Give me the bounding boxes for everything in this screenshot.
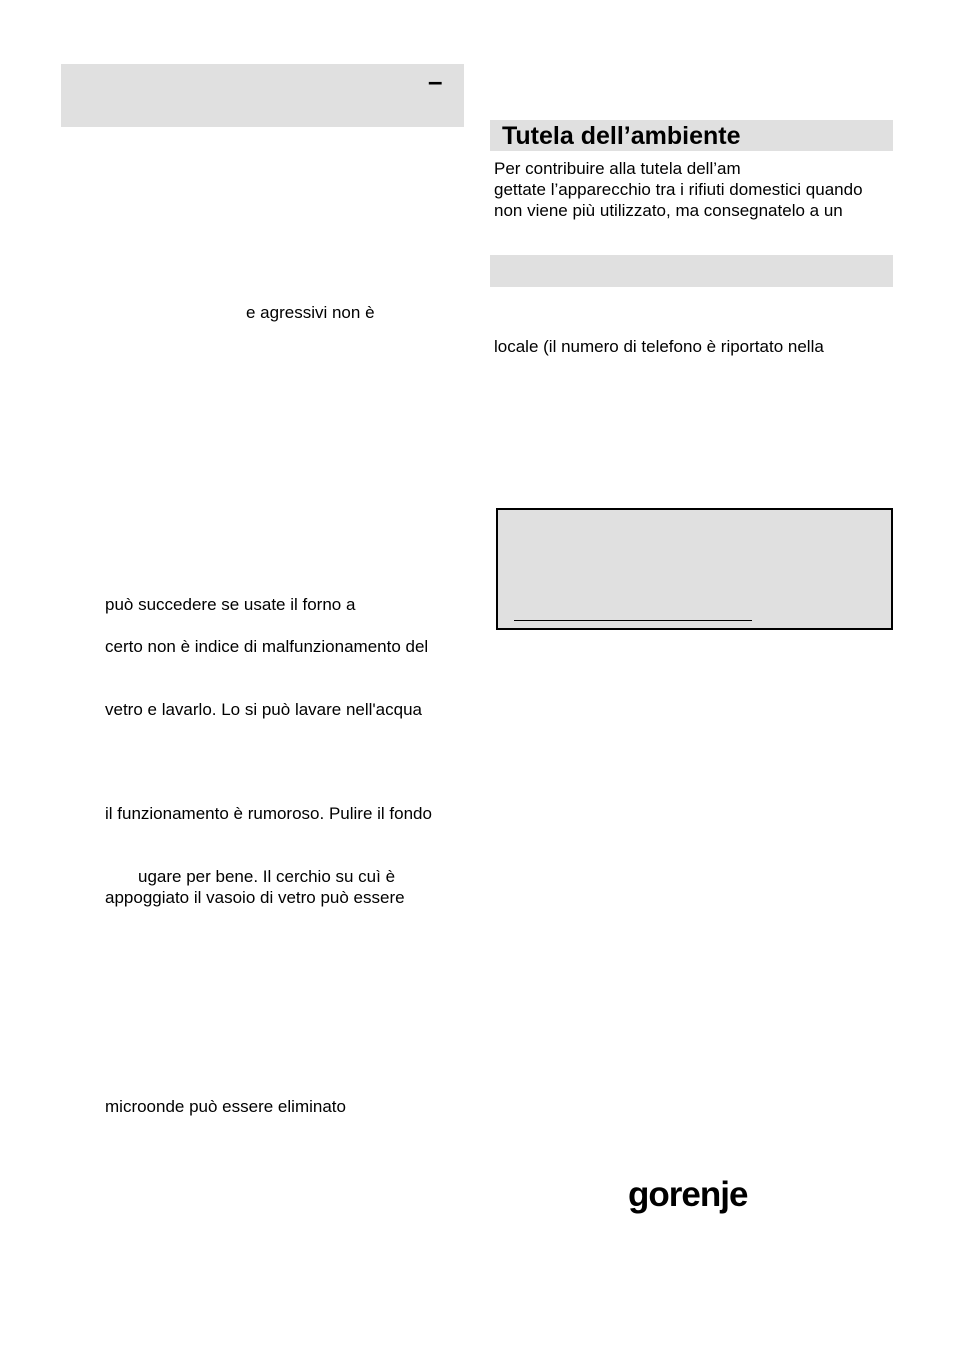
section-title: Tutela dell’ambiente	[502, 122, 741, 150]
left-text-line: certo non è indice di malfunzionamento del	[105, 637, 429, 656]
intro-text-line: Per contribuire alla tutela dell’am	[494, 159, 741, 178]
brand-logo: gorenje	[628, 1175, 748, 1214]
left-text-line: può succedere se usate il forno a	[105, 595, 356, 614]
left-text-line: appoggiato il vasoio di vetro può essere	[105, 888, 405, 907]
left-text-line: vetro e lavarlo. Lo si può lavare nell'acqua	[105, 700, 422, 719]
header-dash: –	[428, 66, 443, 96]
left-text-line: il funzionamento è rumoroso. Pulire il fondo	[105, 804, 432, 823]
left-text-line: ugare per bene. Il cerchio su cuì è	[138, 867, 396, 886]
left-text-line: microonde può essere eliminato	[105, 1097, 346, 1116]
intro-text-line: non viene più utilizzato, ma consegnatelo a un	[494, 201, 843, 220]
intro-text-line: gettate l’apparecchio tra i rifiuti domestici quando	[494, 180, 863, 199]
grey-band	[490, 255, 893, 287]
left-text-line: e agressivi non è	[246, 303, 375, 322]
body-text-line: locale (il numero di telefono è riportato nella	[494, 337, 824, 356]
left-section-header	[61, 64, 464, 127]
note-box	[496, 508, 893, 630]
note-underline	[514, 620, 752, 621]
